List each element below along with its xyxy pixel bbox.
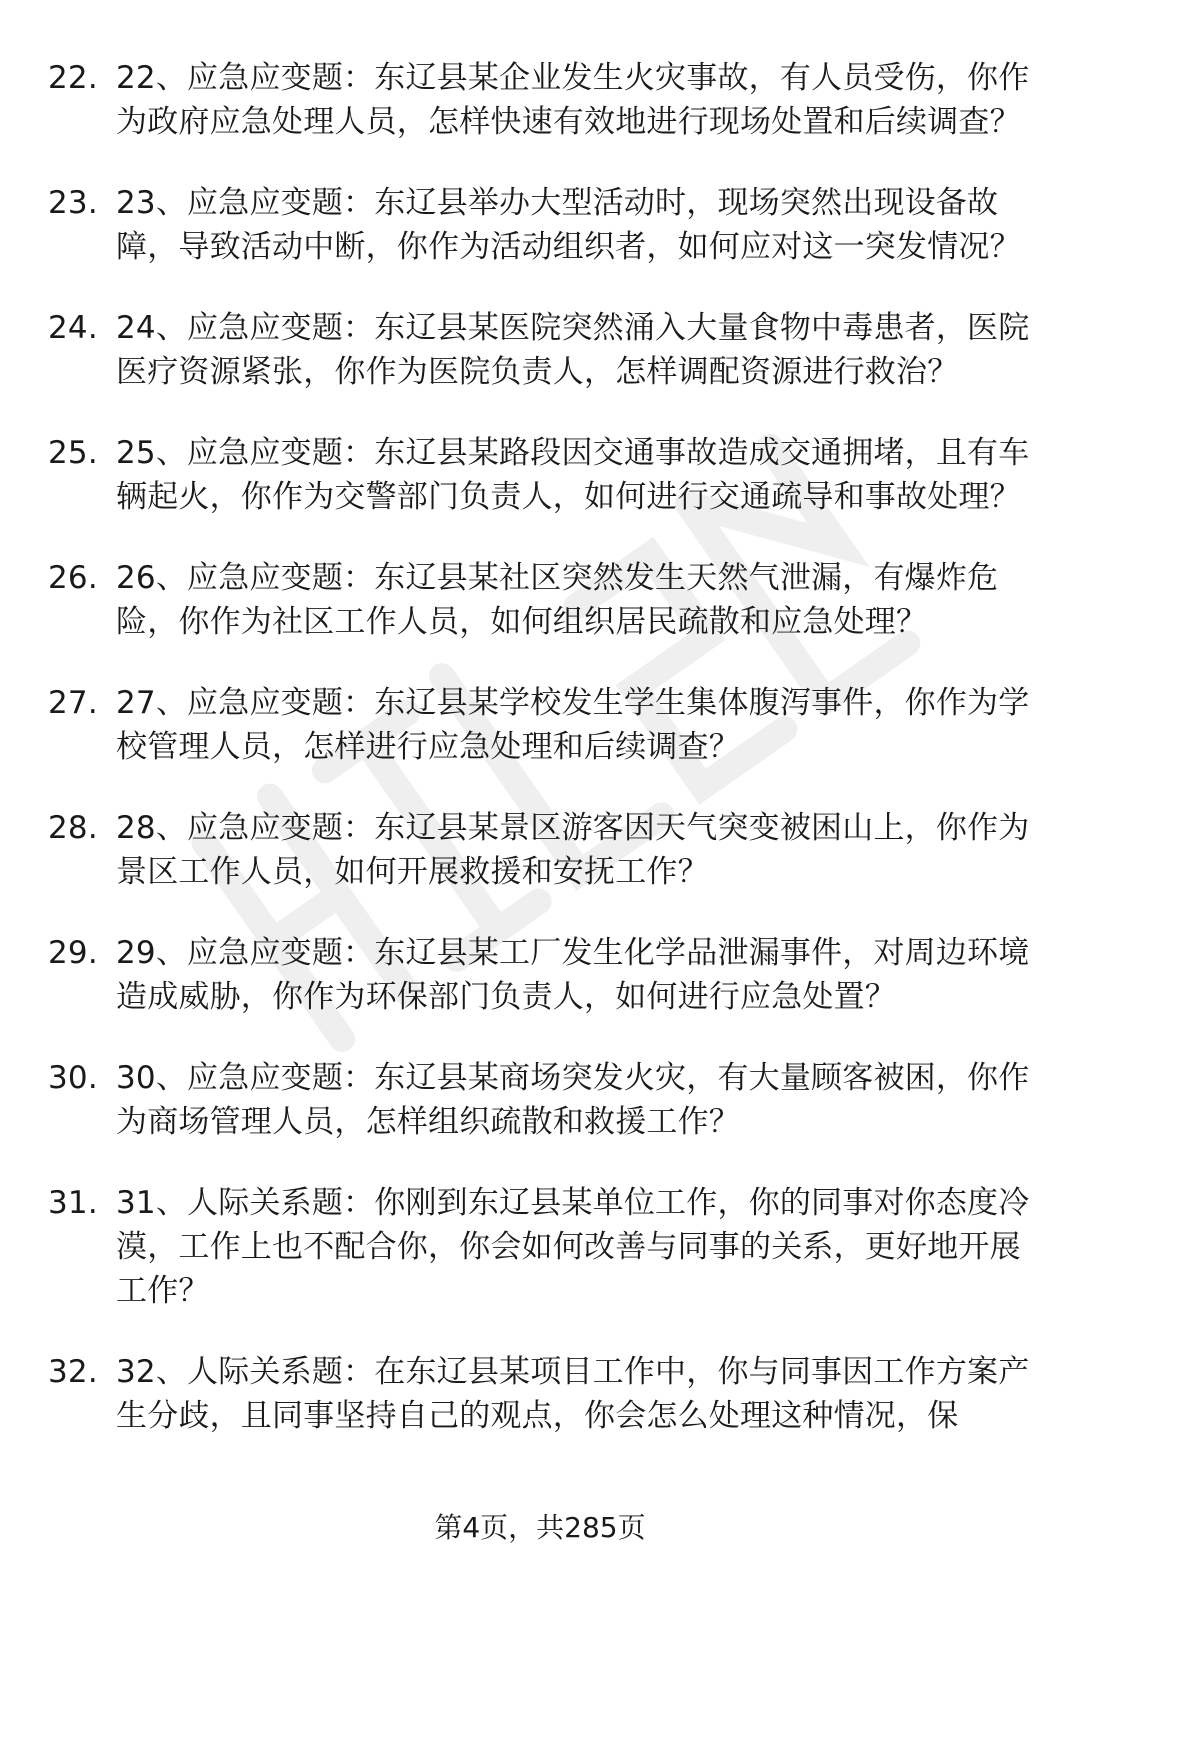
question-number: 27. [48, 685, 98, 721]
list-item [48, 431, 1038, 519]
question-number: 25. [48, 435, 98, 471]
question-number: 32. [48, 1354, 98, 1390]
list-item [48, 1350, 1038, 1438]
question-text: 32、人际关系题：在东辽县某项目工作中，你与同事因工作方案产生分歧，且同事坚持自己的观点，你会怎么处理这种情况，保 [116, 1354, 1030, 1434]
list-item [48, 931, 1038, 1019]
list-item [48, 181, 1038, 269]
question-number: 30. [48, 1060, 98, 1096]
question-text: 29、应急应变题：东辽县某工厂发生化学品泄漏事件，对周边环境造成威胁，你作为环保部门负责人，如何进行应急处置？ [116, 935, 1030, 1015]
question-number: 24. [48, 310, 98, 346]
question-text: 25、应急应变题：东辽县某路段因交通事故造成交通拥堵，且有车辆起火，你作为交警部门负责人，如何进行交通疏导和事故处理？ [116, 435, 1030, 515]
list-item [48, 306, 1038, 394]
question-number: 29. [48, 935, 98, 971]
question-text: 31、人际关系题：你刚到东辽县某单位工作，你的同事对你态度冷漠，工作上也不配合你，你会如何改善与同事的关系，更好地开展工作？ [116, 1185, 1030, 1309]
page-number-label: 第4页，共285页 [434, 1511, 646, 1544]
list-item [48, 1056, 1038, 1144]
question-number: 23. [48, 185, 98, 221]
question-number: 26. [48, 560, 98, 596]
question-text: 30、应急应变题：东辽县某商场突发火灾，有大量顾客被困，你作为商场管理人员，怎样组织疏散和救援工作？ [116, 1060, 1030, 1140]
question-list [48, 56, 1038, 1475]
question-number: 31. [48, 1185, 98, 1221]
list-item [48, 556, 1038, 644]
question-number: 22. [48, 60, 98, 96]
list-item [48, 681, 1038, 769]
question-text: 28、应急应变题：东辽县某景区游客因天气突变被困山上，你作为景区工作人员，如何开展救援和安抚工作？ [116, 810, 1030, 890]
list-item [48, 806, 1038, 894]
question-text: 24、应急应变题：东辽县某医院突然涌入大量食物中毒患者，医院医疗资源紧张，你作为医院负责人，怎样调配资源进行救治？ [116, 310, 1030, 390]
list-item [48, 1181, 1038, 1313]
question-text: 23、应急应变题：东辽县举办大型活动时，现场突然出现设备故障，导致活动中断，你作为活动组织者，如何应对这一突发情况？ [116, 185, 1021, 265]
page-footer [0, 1508, 1080, 1548]
question-text: 26、应急应变题：东辽县某社区突然发生天然气泄漏，有爆炸危险，你作为社区工作人员，如何组织居民疏散和应急处理？ [116, 560, 999, 640]
question-text: 27、应急应变题：东辽县某学校发生学生集体腹泻事件，你作为学校管理人员，怎样进行应急处理和后续调查？ [116, 685, 1030, 765]
question-text: 22、应急应变题：东辽县某企业发生火灾事故，有人员受伤，你作为政府应急处理人员，怎样快速有效地进行现场处置和后续调查？ [116, 60, 1030, 140]
list-item [48, 56, 1038, 144]
question-number: 28. [48, 810, 98, 846]
